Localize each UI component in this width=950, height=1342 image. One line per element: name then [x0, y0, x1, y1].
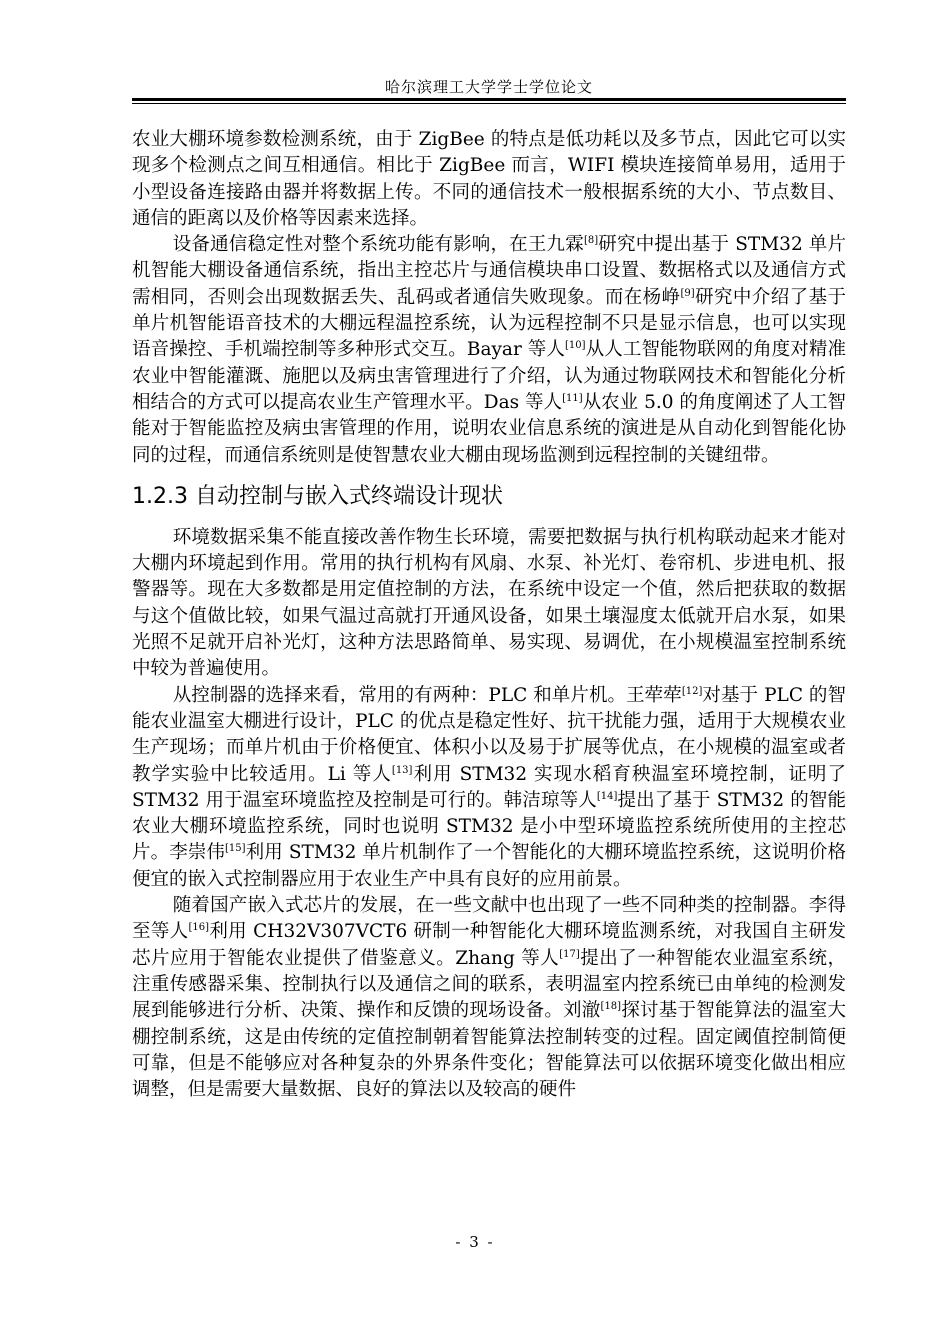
section-heading: 1.2.3 自动控制与嵌入式终端设计现状	[132, 483, 503, 509]
paragraph-2	[132, 232, 846, 469]
paragraph-1: 农业大棚环境参数检测系统，由于 ZigBee 的特点是低功耗以及多节点，因此它可以实现多个检测点之间互相通信。相比于 ZigBee 而言，WIFI 模块连接简单易用，适用于小型设备连接路由器并将数据上传。不同的通信技术一般根据系统的大小、节点数目、通信的距离以及价格等因素来选择。	[132, 129, 846, 229]
citation: [10]	[565, 340, 586, 352]
citation: [16]	[188, 922, 209, 934]
citation: [12]	[681, 685, 703, 697]
paragraph-text: 从人工智能物联网的角度对精准农业中智能灌溉、施肥以及病虫害管理进行了介绍，认为通过物联网技术和智能化分析相结合的方式可以提高农业生产管理水平。Das 等人	[132, 339, 846, 413]
paragraph-text: 利用 STM32 实现水稻育秧温室环境控制，证明了 STM32 用于温室环境监控及控制是可行的。韩洁琼等人	[132, 763, 846, 811]
citation: [9]	[680, 287, 695, 299]
paragraph-3: 环境数据采集不能直接改善作物生长环境，需要把数据与执行机构联动起来才能对大棚内环境起到作用。常用的执行机构有风扇、水泵、补光灯、卷帘机、步进电机、报警器等。现在大多数都是用定值控制的方法，在系统中设定一个值，然后把获取的数据与这个值做比较，如果气温过高就打开通风设备，如果土壤湿度太低就开启水泵，如果光照不足就开启补光灯，这种方法思路简单、易实现、易调优，在小规模温室控制系统中较为普遍使用。	[132, 526, 846, 680]
paragraph-text: 随着国产嵌入式芯片的发展，在一些文献中也出现了一些不同种类的控制器。李得至等人	[132, 895, 846, 943]
paragraph-text: 提出了一种智能农业温室系统，注重传感器采集、控制执行以及通信之间的联系，表明温室内控系统已由单纯的检测发展到能够进行分析、决策、操作和反馈的现场设备。刘澈	[132, 947, 846, 1022]
paragraph-text: 提出了基于 STM32 的智能农业大棚环境监控系统，同时也说明 STM32 是小中型环境监控系统所使用的主控芯片。李崇伟	[132, 789, 846, 864]
paragraph-text: 利用 CH32V307VCT6 研制一种智能化大棚环境监测系统，对我国自主研发芯片应用于智能农业提供了借鉴意义。Zhang 等人	[132, 921, 846, 969]
header-rule-thick	[132, 98, 846, 101]
paragraph-text: 探讨基于智能算法的温室大棚控制系统，这是由传统的定值控制朝着智能算法控制转变的过程。固定阈值控制简便可靠，但是不能够应对各种复杂的外界条件变化；智能算法可以依据环境变化做出相应调整，但是需要大量数据、良好的算法以及较高的硬件	[132, 1000, 846, 1101]
paragraph-text: 研究中介绍了基于单片机智能语音技术的大棚远程温控系统，认为远程控制不只是显示信息，也可以实现语音操控、手机端控制等多种形式交互。Bayar 等人	[132, 286, 846, 361]
citation: [15]	[225, 843, 246, 855]
citation: [18]	[600, 1001, 622, 1013]
paragraph-text: 从控制器的选择来看，常用的有两种：PLC 和单片机。王荦荦	[172, 684, 682, 706]
paragraph-5	[132, 893, 846, 1103]
citation: [13]	[391, 764, 413, 776]
citation: [17]	[559, 948, 580, 960]
running-header: 哈尔滨理工大学学士学位论文	[384, 78, 593, 96]
paragraph-text: 研究中提出基于 STM32 单片机智能大棚设备通信系统，指出主控芯片与通信模块串口设置、数据格式以及通信方式需相同，否则会出现数据丢失、乱码或者通信失败现象。而在杨峥	[132, 234, 846, 308]
paragraph-text: 利用 STM32 单片机制作了一个智能化的大棚环境监控系统，这说明价格便宜的嵌入式控制器应用于农业生产中具有良好的应用前景。	[132, 842, 846, 890]
paragraph-text: 从农业 5.0 的角度阐述了人工智能对于智能监控及病虫害管理的作用，说明农业信息系统的演进是从自动化到智能化协同的过程，而通信系统则是使智慧农业大棚由现场监测到远程控制的关键纽带。	[132, 391, 846, 466]
paragraph-text: 对基于 PLC 的智能农业温室大棚进行设计，PLC 的优点是稳定性好、抗干扰能力强，适用于大规模农业生产现场；而单片机由于价格便宜、体积小以及易于扩展等优点，在小规模的温室或者教学实验中比较适用。Li 等人	[132, 684, 846, 785]
citation: [8]	[583, 235, 599, 247]
citation: [11]	[562, 392, 583, 404]
page-number: - 3 -	[455, 1233, 495, 1251]
paragraph-text: 设备通信稳定性对整个系统功能有影响，在王九霖	[172, 234, 584, 256]
citation: [14]	[596, 790, 618, 802]
header-rule-thin	[132, 103, 846, 104]
paragraph-4	[132, 683, 846, 893]
body-text	[132, 127, 846, 1103]
